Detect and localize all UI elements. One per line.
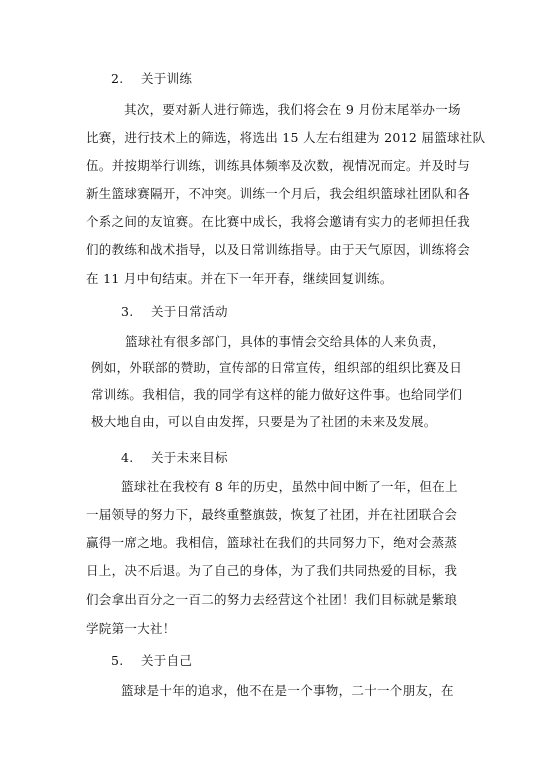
section-title: 关于自己 [141,653,193,668]
paragraph-line: 们的教练和战术指导，以及日常训练指导。由于天气原因，训练将会 [86,242,471,257]
paragraph-line: 学院第一大社！ [86,621,176,636]
section-heading [111,70,192,88]
section-number: 5. [111,653,124,668]
paragraph-line: 极大地自由，可以自由发挥，只要是为了社团的未来及发展。 [91,414,437,429]
section-heading [121,449,228,467]
paragraph-line: 在 11 月中旬结束。并在下一年开春，继续回复训练。 [86,271,393,286]
paragraph-line: 篮球社在我校有 8 年的历史，虽然中间中断了一年，但在上 [121,479,458,494]
section-title: 关于日常活动 [151,304,228,319]
section-number: 2. [111,71,124,86]
paragraph-line: 伍。并按期举行训练，训练具体频率及次数，视情况而定。并及时与 [86,158,471,173]
section-title: 关于未来目标 [151,450,228,465]
section-number: 4. [121,450,134,465]
paragraph-line: 其次，要对新人进行筛选，我们将会在 9 月份末尾举办一场 [124,102,461,117]
section-heading [121,303,228,321]
paragraph-line: 日上，决不后退。为了自己的身体，为了我们共同热爱的目标，我 [86,563,458,578]
paragraph-line: 常训练。我相信，我的同学有这样的能力做好这件事。也给同学们 [91,387,463,402]
paragraph-line: 新生篮球赛隔开，不冲突。训练一个月后，我会组织篮球社团队和各 [86,186,471,201]
section-title: 关于训练 [141,71,193,86]
paragraph-line: 篮球是十年的追求，他不在是一个事物，二十一个朋友，在 [121,683,454,698]
paragraph-line: 比赛，进行技术上的筛选，将选出 15 人左右组建为 2012 届篮球社队 [86,130,486,145]
section-number: 3. [121,304,134,319]
paragraph-line: 赢得一席之地。我相信，篮球社在我们的共同努力下，绝对会蒸蒸 [86,535,458,550]
paragraph-line: 例如，外联部的赞助，宣传部的日常宣传，组织部的组织比赛及日 [91,360,463,375]
paragraph-line: 篮球社有很多部门，具体的事情会交给具体的人来负责， [125,334,446,349]
paragraph-line: 个系之间的友谊赛。在比赛中成长，我将会邀请有实力的老师担任我 [86,214,471,229]
paragraph-line: 一届领导的努力下，最终重整旗鼓，恢复了社团，并在社团联合会 [86,507,458,522]
paragraph-line: 们会拿出百分之一百二的努力去经营这个社团！我们目标就是紫琅 [86,592,458,607]
section-heading [111,652,192,670]
